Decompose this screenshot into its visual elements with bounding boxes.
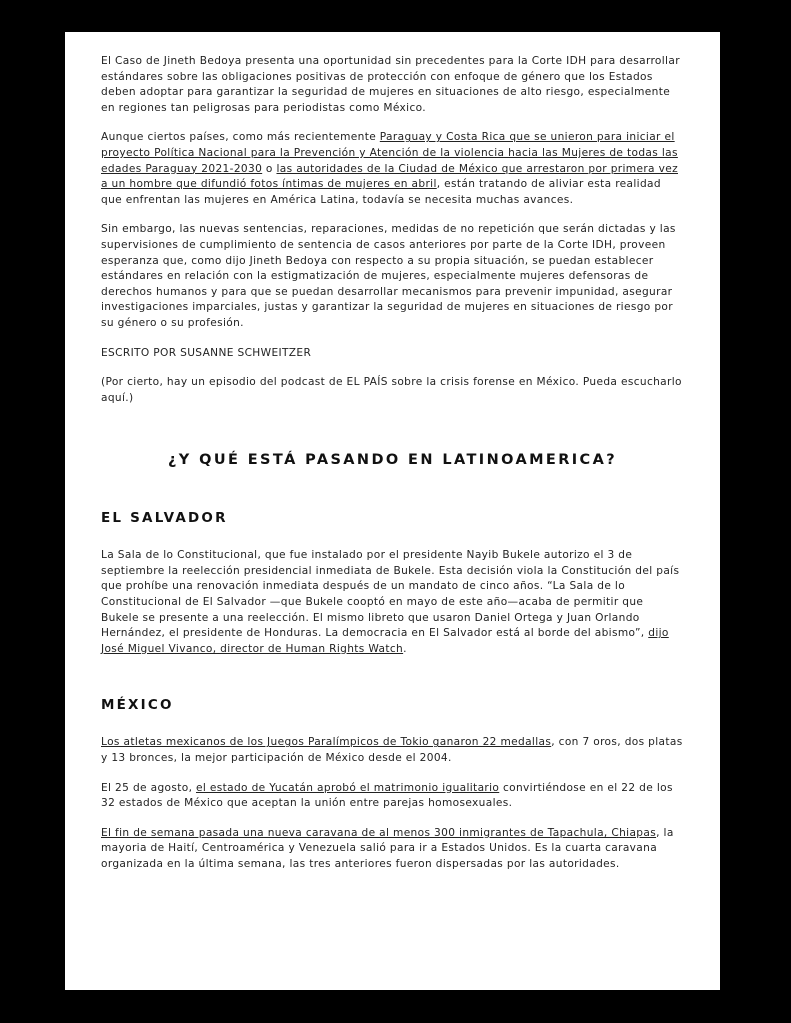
link-paralympics[interactable]: Los atletas mexicanos de los Juegos Paralímpicos de Tokio ganaron 22 medallas bbox=[101, 736, 552, 749]
text-span: La Sala de lo Constitucional, que fue instalado por el presidente Nayib Bukele autorizo el 3 de septiembre la reelección presidencial inmediata de Bukele. Esta decisión viola la Constitución del país que prohíbe una renovación inmediata después de un mandato de cinco años. “La Sala de lo Constitucional de El Salvador —que Bukele cooptó en mayo de este año—acaba de permitir que Bukele se presente a una reelección. El mismo libreto que usaron Daniel Ortega y Juan Orlando Hernández, el presidente de Honduras. La democracia en El Salvador está al borde del abismo”, bbox=[101, 549, 680, 640]
text-span: o bbox=[262, 162, 277, 175]
heading-mexico: MÉXICO bbox=[101, 697, 174, 714]
text-span: , la mayoria de Haití, Centroamérica y Venezuela salió para ir a Estados Unidos. Es la cuarta caravana organizada en la última semana, las tres anteriores fueron dispersadas por las autoridades. bbox=[101, 826, 674, 870]
text-span: convirtiéndose en el 22 de los 32 estados de México que aceptan la unión entre parejas homosexuales. bbox=[101, 781, 673, 810]
author-line: ESCRITO POR SUSANNE SCHWEITZER bbox=[101, 346, 312, 359]
document-page bbox=[65, 32, 720, 990]
paragraph-paralympics bbox=[101, 735, 684, 766]
link-yucatan[interactable]: el estado de Yucatán aprobó el matrimonio igualitario bbox=[196, 781, 500, 794]
heading-el-salvador: EL SALVADOR bbox=[101, 510, 228, 527]
podcast-note: (Por cierto, hay un episodio del podcast de EL PAÍS sobre la crisis forense en México. Pueda escucharlo aquí.) bbox=[101, 376, 682, 404]
text-span: , con 7 oros, dos platas y 13 bronces, la mejor participación de México desde el 2004. bbox=[101, 736, 683, 765]
link-paraguay-costa-rica[interactable]: Paraguay y Costa Rica que se unieron para iniciar el proyecto Política Nacional para la Prevención y Atención de la violencia hacia las Mujeres de todas las edades Paraguay 2021-2030 bbox=[101, 131, 678, 175]
text-span: El 25 de agosto, bbox=[101, 781, 196, 794]
link-hrw-vivanco[interactable]: dijo José Miguel Vivanco, director de Human Rights Watch bbox=[101, 627, 669, 655]
paragraph-countries bbox=[101, 130, 684, 208]
link-cdmx-arrest[interactable]: las autoridades de la Ciudad de México que arrestaron por primera vez a un hombre que difundió fotos íntimas de mujeres en abril bbox=[101, 162, 678, 191]
paragraph-bedoya-case: El Caso de Jineth Bedoya presenta una oportunidad sin precedentes para la Corte IDH para desarrollar estándares sobre las obligaciones positivas de protección con enfoque de género que los Estados deben adoptar para garantizar la seguridad de mujeres en situaciones de alto riesgo, especialmente en regiones tan peligrosas para periodistas como México. bbox=[101, 55, 680, 114]
text-span: . bbox=[403, 642, 407, 655]
text-span: , están tratando de aliviar esta realidad que enfrentan las mujeres en América Latina, todavía se necesita muchas avances. bbox=[101, 178, 661, 206]
link-caravan[interactable]: El fin de semana pasada una nueva caravana de al menos 300 inmigrantes de Tapachula, Chiapas bbox=[101, 826, 657, 839]
text-span: Aunque ciertos países, como más recientemente bbox=[101, 131, 380, 144]
paragraph-caravan bbox=[101, 826, 684, 873]
paragraph-el-salvador bbox=[101, 548, 684, 657]
paragraph-corte-idh: Sin embargo, las nuevas sentencias, reparaciones, medidas de no repetición que serán dictadas y las supervisiones de cumplimiento de sentencia de casos anteriores por parte de la Corte IDH, proveen esperanza que, como dijo Jineth Bedoya con respecto a su propia situación, se puedan establecer estándares en relación con la estigmatización de mujeres, especialmente mujeres defensoras de derechos humanos y para que se puedan desarrollar mecanismos para prevenir impunidad, asegurar investigaciones imparciales, justas y garantizar la seguridad de mujeres en situaciones de riesgo por su género o su profesión. bbox=[101, 223, 676, 329]
section-title: ¿Y QUÉ ESTÁ PASANDO EN LATINOAMERICA? bbox=[167, 452, 618, 469]
paragraph-yucatan bbox=[101, 781, 684, 812]
